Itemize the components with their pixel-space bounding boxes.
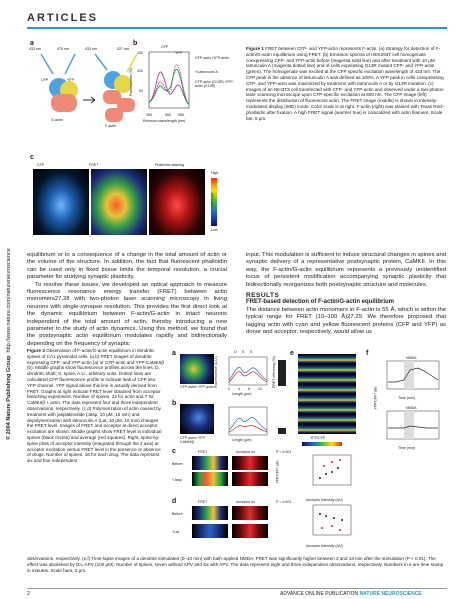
fig1c-title-cfp: CFP xyxy=(37,163,45,167)
fig2c-fret-jasp xyxy=(192,472,228,486)
fig2a-xtick-4: 4 xyxy=(238,387,240,391)
fig2a-profile-plot xyxy=(228,356,268,386)
footer-rule xyxy=(27,588,447,589)
section-header: ARTICLES xyxy=(27,12,98,24)
fig2d-fret-lat xyxy=(192,524,228,538)
fig1c-title-phalloidin: Phalloidin staining xyxy=(155,163,184,167)
results-subheading: FRET-based detection of F-actin/G-actin equilibrium xyxy=(246,299,395,306)
fig2a-s-label-2: S xyxy=(250,350,253,354)
figure1-caption-body: (a) Strategy for detection of F-actin/G-actin equilibrium using FRET. (b) Emission spectra of HEK293T cell homogenate coexpressing CFP- and YFP-actin before (magenta solid line) and after treatment with 10 μM latrunculin A (magenta dotted line) and of cells expressing G13R mutant CFP- and YFP-actin (green). The homogenate was excited at the CFP specific excitation wavelength of 433 nm. The CFP peak in the absence of latrunculin A was defined as 100%. A YFP peak in cells coexpressing CFP- and YFP-actin was maximized by treatment with latrunculin A or by G13R mutation. (c) Images of an NIH3T3 cell transfected with CFP- and YFP-actin and observed under a two-photon laser scanning microscope upon CFP-specific excitation at 800 nm. The CFP image (left) represents the distribution of fluorescent actin. The FRET image (middle) is shown in intensity-modulated display (IMD) mode. Color scale is at right. F-actin (right) was stained with Texas Red–phalloidin after fixation. A high FRET signal (warmer hue) is colocalized with actin filament. Scale bar, 5 μm. xyxy=(246,46,445,121)
body-left-column xyxy=(27,252,227,348)
fig2d-pval: P < 0.001 xyxy=(276,500,292,504)
fig1b-legend-1: CFP-actin /YFP-actin xyxy=(195,56,229,60)
fig1a-wavelength-2: 475 nm xyxy=(57,47,69,51)
fig2d-title-fret: FRET xyxy=(198,500,208,504)
header-rule xyxy=(27,27,447,29)
fig1-panel-a-diagram xyxy=(33,48,143,144)
fig2c-row-jasp: +Jasp xyxy=(172,478,182,482)
fig1a-g-actin xyxy=(49,78,78,112)
fig2c-fret-before xyxy=(192,456,228,470)
results-heading: RESULTS xyxy=(246,292,280,300)
fig2c-pval: P < 0.001 xyxy=(276,450,292,454)
fig1a-wavelength-4: 527 nm xyxy=(117,47,129,51)
fig1a-label-f-actin: F-actin xyxy=(105,124,116,128)
fig2c-ratio-label: YFP/CFP ratio xyxy=(275,460,280,484)
fig2d-title-acceptor: Acceptor ex. xyxy=(236,500,256,504)
figure2-graphic xyxy=(170,348,446,553)
fig1-panel-b-plot xyxy=(145,50,191,112)
fig1c-scale-label: YFP/CFP xyxy=(210,192,215,208)
fig2f-plot-2 xyxy=(386,410,440,440)
fig2d-acceptor-xlabel: Acceptor intensity (AU) xyxy=(306,544,343,548)
figure1-caption xyxy=(246,46,446,121)
body-left-p1: equilibrium or to a consequence of a change in the total amount of actin or the volume of the structure. In addition, the fact that fluorescent phalloidin can be used only in fixed tissue limits the temporal resolution, a crucial parameter for studying synaptic plasticity. xyxy=(27,252,227,281)
fig1b-ytick-1: 150 xyxy=(137,51,143,55)
fig2b-label: CFP-actin/ YFP-CaMKIIβ xyxy=(180,436,207,444)
figure2-caption-body: (a,b) FRET images of dendrite expressing CFP- and YFP-actin (a) or CFP-actin and YFP-CaMKIIβ (b). Middle graphs show fluorescence profiles across the lines. D, dendritic shaft; S, spine. A.U., arbitrary units. Dotted lines are calculated CFP fluorescence profile to indicate leak of CFP into YFP channel. YFP signal above this line is actually derived from FRET. Graphs at right indicate FRET level obtained from acceptor bleaching experiment. Number of spines, 22 for actin and 7 for CaMKIIβ + actin. The data represent four and three independent observations, respectively. (c,d) Polymerization of actin caused by treatment with jasplakinolide (Jasp, 10 μM, 15 min) and depolymerization with latrunculin A (Lat, 10 μM, 10 min) changes the FRET level. Images of FRET and acceptor at direct acceptor excitation are shown. Middle graphs show FRET level in individual spines (black circles) and average (red squares). Right, spine-by-spine plots of acceptor intensity (integrated through the z axis) at acceptor excitation versus FRET level in the presence or absence of drugs. Number of spines, 16 for each drug. The data represent six and four independent xyxy=(27,353,165,464)
fig2c-row-before: Before xyxy=(172,462,183,466)
fig2d-row-before: Before xyxy=(172,512,183,516)
fig2a-profile-ylabel: Fluorescence (A.U.) xyxy=(213,356,218,388)
body-right-p1: input. This modulation is sufficient to induce structural changes in spines and synaptic delivery of a representative postsynaptic protein, CaMKII. In this way, the F-actin/G-actin equilibrium represents a previously unidentified locus of persistent modification accompanying synaptic plasticity that bidirectionally reorganizes both postsynaptic structure and molecules. xyxy=(246,252,446,288)
fig1a-label-yfp: YFP xyxy=(67,78,74,82)
fig2-panel-d-letter: d xyxy=(172,498,177,505)
page-number: 2 xyxy=(27,591,30,597)
fig2-panel-c-letter: c xyxy=(172,448,176,455)
fig2f-ratio-label: YFP/CFP ratio xyxy=(373,386,378,410)
figure2-caption-title: Figure 2 xyxy=(27,348,45,353)
figure2-caption xyxy=(27,348,165,464)
fig2d-acceptor-lat xyxy=(232,524,268,538)
fig1-panel-b-letter: b xyxy=(133,40,138,47)
fig2d-scatter xyxy=(312,504,352,536)
fig1a-wavelength-1: 433 nm xyxy=(29,47,41,51)
fig2c-acceptor-xlabel: Acceptor intensity (AU) xyxy=(306,498,343,502)
fig2f-nmda-label-1: NMDA xyxy=(406,356,417,360)
fig1-panel-c-letter: c xyxy=(30,154,34,161)
fig2d-acceptor-before xyxy=(232,506,268,520)
fig1b-xlabel: Emission wavelength (nm) xyxy=(143,119,186,123)
journal-footer xyxy=(280,591,422,597)
fig2-panel-f-letter: f xyxy=(366,350,369,357)
fig1c-image-cfp xyxy=(33,169,89,235)
fig2f-xlabel-2: Time (min) xyxy=(398,446,416,450)
fig2f-plot-1 xyxy=(386,360,440,390)
fig2a-bar xyxy=(278,360,286,386)
fig2b-profile-plot xyxy=(228,406,268,436)
fig2a-bar-ylabel: FRET efficiency (%) xyxy=(271,356,276,388)
fig2c-acceptor-jasp xyxy=(232,472,268,486)
fig1a-label-cfp: CFP xyxy=(41,78,49,82)
fig2b-image xyxy=(180,404,214,434)
fig1c-image-phalloidin xyxy=(149,169,205,235)
fig2a-s-label-1: S xyxy=(242,350,245,354)
fig2-panel-e-letter: e xyxy=(290,350,294,357)
fig2b-xlabel: Length (μm) xyxy=(232,438,252,442)
fig1b-legend-3: CFP-actin (G13R) /YFP-actin (G13R) xyxy=(195,80,234,88)
copyright-sidebar xyxy=(6,140,20,440)
fig1a-label-g-actin: G-actin xyxy=(51,118,63,122)
fig1b-ylabel: Fluorescence (%) xyxy=(129,67,134,97)
fig2f-xlabel-1: Time (min) xyxy=(398,396,416,400)
fig1c-title-fret: FRET xyxy=(89,163,99,167)
journal-prefix: ADVANCE ONLINE PUBLICATION xyxy=(280,591,359,597)
fig2a-xlabel: Length (μm) xyxy=(232,392,252,396)
fig1b-xtick-1: 400 xyxy=(146,113,152,117)
fig2a-d-label: D xyxy=(234,350,237,354)
figure1-caption-title-rest: FRET between CFP- and YFP-actin represents F-actin. xyxy=(265,46,378,51)
fig2e-label: YFP/CFP xyxy=(310,436,326,440)
fig1a-wavelength-3: 433 nm xyxy=(85,47,97,51)
figure1-caption-title: Figure 1 xyxy=(246,46,264,51)
fig1b-ytick-2: 100 xyxy=(137,69,143,73)
fig2a-xtick-12: 12 xyxy=(258,387,262,391)
fig2f-nmda-label-2: NMDA xyxy=(406,406,417,410)
fig1b-xtick-2: 500 xyxy=(165,113,171,117)
fig2a-image xyxy=(180,354,214,384)
fig2-panel-b-letter: b xyxy=(172,400,177,407)
fig1b-peak-cfp: CFP xyxy=(161,45,169,49)
fig2c-acceptor-before xyxy=(232,456,268,470)
copyright-text: © 2004 Nature Publishing Group xyxy=(6,355,12,440)
journal-name: NATURE NEUROSCIENCE xyxy=(359,591,422,597)
body-right-p2: The distance between actin monomers in F-actin is 55 Å, which is within the typical range for FRET (10–100 Å)27,29. We therefore proposed that tagging actin with cyan and yellow fluorescent proteins (CFP and YFP) as donor and acceptor, respectively, would allow us xyxy=(246,306,446,336)
figure2-caption-title-rest: Observation of F-actin/G-actin equilibrium in dendritic spines of CA1 pyramidal cells. xyxy=(27,348,155,359)
journal-url-link[interactable]: http://www.nature.com/natureneuroscience xyxy=(6,248,12,353)
fig2c-title-acceptor: Acceptor ex. xyxy=(236,450,256,454)
fig2b-bar xyxy=(278,428,286,434)
fig2d-fret-before xyxy=(192,506,228,520)
fig1c-image-fret xyxy=(91,169,147,235)
fig2c-title-fret: FRET xyxy=(198,450,208,454)
figure1-graphic xyxy=(27,34,237,239)
fig1-panel-a-letter: a xyxy=(30,40,34,47)
fig2d-row-lat: +Lat xyxy=(172,530,180,534)
body-right-column xyxy=(246,252,446,336)
fig2a-xtick-8: 8 xyxy=(248,387,250,391)
fig1c-scale-low: Low xyxy=(211,228,218,232)
fig2e-timelapse-strip xyxy=(298,354,356,434)
fig2a-label: CFP-actin/ YFP-actin xyxy=(180,385,214,389)
fig1b-xtick-3: 550 xyxy=(178,113,184,117)
body-left-p2: To resolve these issues, we developed an optical approach to measure fluorescence resonance energy transfer (FRET) between actin monomers27,28 with two-photon laser scanning microscopy in living neurons with single-synapse resolution. This provides the first direct look at the dynamic equilibrium between F-actin/G-actin in intact neurons independent of the total amount of actin, thereby introducing a new parameter to the study of actin dynamics. Using this method, we found that the postsynaptic actin equilibrium modulates rapidly and bidirectionally depending on the frequency of synaptic xyxy=(27,281,227,347)
fig1b-peak-yfp: YFP xyxy=(175,51,182,55)
fig2e-color-scale xyxy=(302,442,342,446)
fig2a-xtick-0: 0 xyxy=(228,387,230,391)
fig1b-ytick-3: 50 xyxy=(139,89,143,93)
fig1b-legend-2: +Latrunculin A xyxy=(195,70,218,74)
fig2c-scatter xyxy=(312,454,352,486)
figure2-caption-bottom: observations, respectively. (e,f) Time-lapse images of a dendrite stimulated (0–10 min) with bath-applied NMDA. FRET was significantly higher between 3 and 18 min after the stimulation (P < 0.01). The effect was abolished by D,L-APV (100 μM). Number of spines, seven without APV and six with APV. The data represent eight and three independent observations, respectively. Numbers in e are time stamp in minutes. Scale bars, 2 μm. xyxy=(27,556,444,573)
fig1c-scale-high: High xyxy=(211,171,219,175)
fig2-panel-a-letter: a xyxy=(172,350,176,357)
